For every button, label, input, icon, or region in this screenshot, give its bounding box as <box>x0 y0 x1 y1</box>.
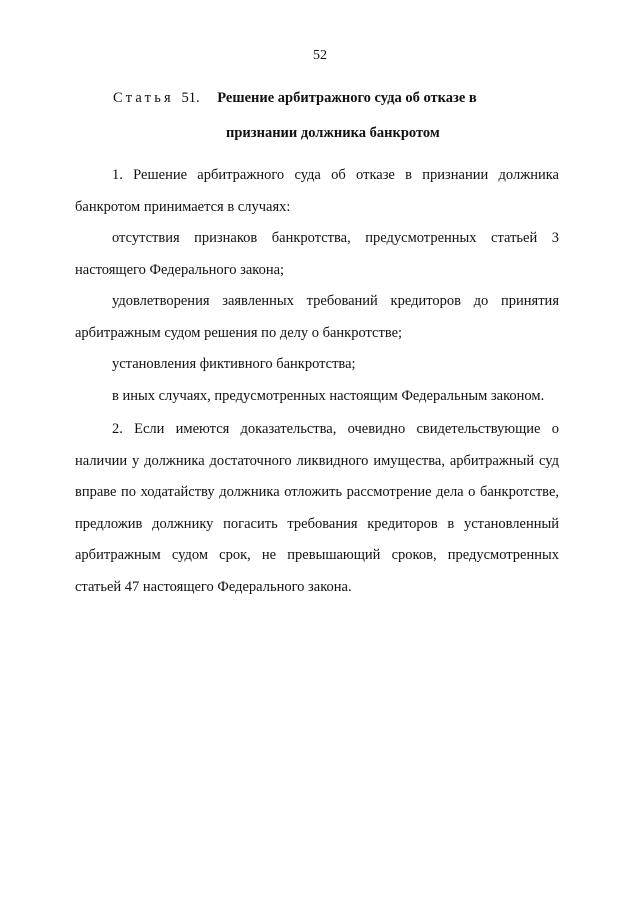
paragraph-1: 1. Решение арбитражного суда об отказе в признании должника банкротом принимается в случаях: <box>75 167 559 215</box>
list-item-claims-satisfied: удовлетворения заявленных требований кредиторов до принятия арбитражным судом решения по делу о банкротстве; <box>75 293 559 341</box>
list-item-fictitious: установления фиктивного банкротства; <box>112 356 356 372</box>
list-item-no-signs: отсутствия признаков банкротства, предусмотренных статьей 3 настоящего Федерального закона; <box>75 230 559 278</box>
page-number: 52 <box>313 48 327 63</box>
article-title-line-1: Решение арбитражного суда об отказе в <box>217 90 477 106</box>
article-heading <box>113 90 553 142</box>
paragraph-2: 2. Если имеются доказательства, очевидно свидетельствующие о наличии у должника достаточного ликвидного имущества, арбитражный суд вправе по ходатайству должника отложить рассмотрение дела о банкротстве, предложив должнику погасить требования кредиторов в установленный арбитражным судом срок, не превышающий сроков, предусмотренных статьей 47 настоящего Федерального закона. <box>75 421 559 595</box>
article-label: Статья <box>113 90 174 106</box>
list-item-other-cases: в иных случаях, предусмотренных настоящим Федеральным законом. <box>112 387 545 404</box>
article-number: 51. <box>181 90 200 106</box>
article-body <box>75 160 559 603</box>
article-title-line-2: признании должника банкротом <box>226 125 440 141</box>
